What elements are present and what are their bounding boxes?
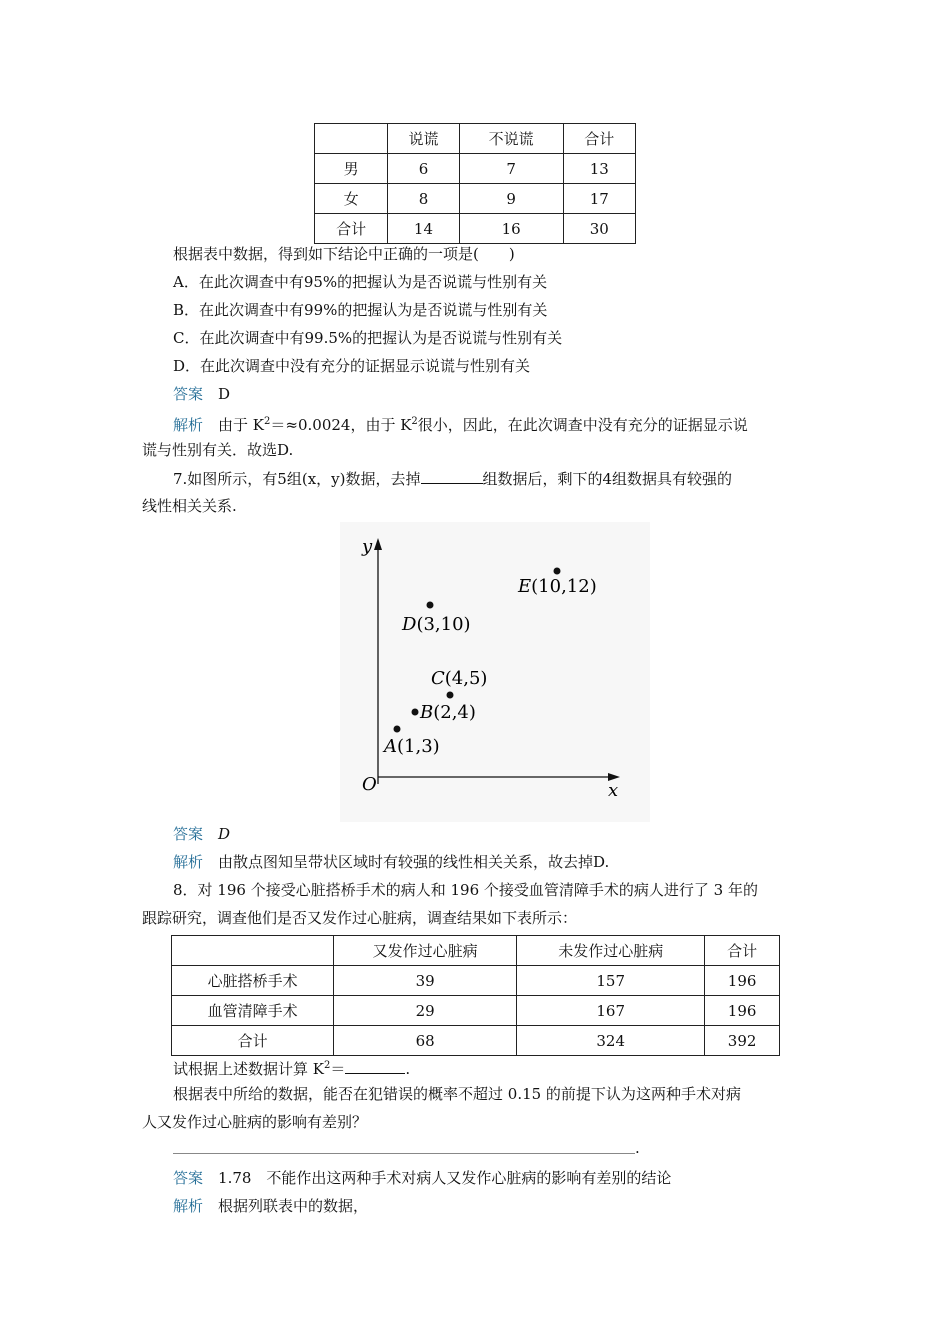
q8-answer xyxy=(173,1168,671,1188)
q8-question-line2: 人又发作过心脏病的影响有差别？ xyxy=(142,1113,368,1131)
answer-blank-line xyxy=(173,1152,635,1154)
heart-surgery-table xyxy=(171,935,780,1056)
blank-end-period: . xyxy=(635,1139,640,1157)
table-cell xyxy=(172,936,334,966)
q6-answer xyxy=(173,384,230,404)
table-row xyxy=(315,154,636,184)
analysis-label: 解析 xyxy=(173,416,204,434)
q6-stem: 根据表中数据，得到如下结论中正确的一项是( ) xyxy=(173,245,515,263)
q6-analysis-cont: 谎与性别有关．故选D. xyxy=(142,441,294,459)
analysis-text: 根据列联表中的数据， xyxy=(218,1197,369,1215)
table-cell: 13 xyxy=(563,154,635,184)
table-cell: 7 xyxy=(459,154,563,184)
x-axis-label: x xyxy=(608,780,619,801)
q6-analysis: 解析 由于 $K^2=\approx 0.0024$，由于 $K^2$很小，因此，在此次调查中没有充分的证据显示说 xyxy=(173,416,748,434)
table-cell: 392 xyxy=(705,1026,780,1056)
q6-option-b: B．在此次调查中有99%的把握认为是否说谎与性别有关 xyxy=(173,301,548,319)
answer-label: 答案 xyxy=(173,825,204,843)
q7-text: 组数据后，剩下的4组数据具有较强的 xyxy=(482,470,733,488)
table-cell: 女 xyxy=(315,184,388,214)
table-cell: 9 xyxy=(459,184,563,214)
q6-option-a: A．在此次调查中有95%的把握认为是否说谎与性别有关 xyxy=(173,273,548,291)
point-label-a: A(1,3) xyxy=(384,736,440,757)
answer-value: D xyxy=(218,385,231,403)
answer-value: 1.78 不能作出这两种手术对病人又发作心脏病的影响有差别的结论 xyxy=(218,1169,672,1187)
analysis-text: ＝≈0.0024，由于 K xyxy=(270,416,412,434)
table-row xyxy=(172,1026,780,1056)
table-cell: 男 xyxy=(315,154,388,184)
q8-stem-line1: 8．对 196 个接受心脏搭桥手术的病人和 196 个接受血管清障手术的病人进行了 3 年的 xyxy=(173,881,758,899)
q6-option-d: D．在此次调查中没有充分的证据显示说谎与性别有关 xyxy=(173,357,531,375)
table-cell: 未发作过心脏病 xyxy=(517,936,705,966)
analysis-label: 解析 xyxy=(173,853,204,871)
table-cell: 合计 xyxy=(705,936,780,966)
lie-gender-table xyxy=(314,123,636,244)
point-c xyxy=(447,692,454,699)
analysis-text: 很小，因此，在此次调查中没有充分的证据显示说 xyxy=(417,416,748,434)
table-cell: 16 xyxy=(459,214,563,244)
q8-question-line1: 根据表中所给的数据，能否在犯错误的概率不超过 0.15 的前提下认为这两种手术对病 xyxy=(173,1085,741,1103)
table-cell: 心脏搭桥手术 xyxy=(172,966,334,996)
q6-option-c: C．在此次调查中有99.5%的把握认为是否说谎与性别有关 xyxy=(173,329,563,347)
table-cell: 合计 xyxy=(172,1026,334,1056)
table-cell: 196 xyxy=(705,966,780,996)
answer-label: 答案 xyxy=(173,1169,204,1187)
table-header-row xyxy=(172,936,780,966)
q7-answer xyxy=(173,824,230,844)
point-label-c: C(4,5) xyxy=(431,668,488,689)
y-axis-label: y xyxy=(362,536,373,557)
point-a xyxy=(394,726,401,733)
table-row xyxy=(315,214,636,244)
point-b xyxy=(412,709,419,716)
q8-calc-line: 试根据上述数据计算 $K^2=$ . xyxy=(173,1060,411,1078)
table-cell: 29 xyxy=(334,996,517,1026)
table-cell: 8 xyxy=(388,184,459,214)
answer-blank xyxy=(345,1058,405,1074)
table-cell: 说谎 xyxy=(388,124,459,154)
point-e xyxy=(554,568,561,575)
table-cell xyxy=(315,124,388,154)
q8-stem-line2: 跟踪研究，调查他们是否又发作过心脏病，调查结果如下表所示： xyxy=(142,909,578,927)
table-row xyxy=(172,966,780,996)
table-cell: 又发作过心脏病 xyxy=(334,936,517,966)
q8-text: 试根据上述数据计算 K xyxy=(173,1060,324,1078)
q8-text: ＝ xyxy=(330,1060,346,1078)
analysis-text: 由散点图知呈带状区域时有较强的线性相关关系，故去掉D. xyxy=(218,853,610,871)
origin-label: O xyxy=(362,774,377,795)
table-cell: 血管清障手术 xyxy=(172,996,334,1026)
table-cell: 167 xyxy=(517,996,705,1026)
q7-stem-line1 xyxy=(173,468,732,489)
table-cell: 不说谎 xyxy=(459,124,563,154)
q8-text: . xyxy=(405,1060,411,1078)
table-row xyxy=(315,184,636,214)
q7-analysis xyxy=(173,852,609,872)
table-cell: 6 xyxy=(388,154,459,184)
q7-text: 7.如图所示，有5组(x，y)数据，去掉 xyxy=(173,470,421,488)
table-header-row xyxy=(315,124,636,154)
point-label-b: B(2,4) xyxy=(420,702,476,723)
point-d xyxy=(427,602,434,609)
table-cell: 合计 xyxy=(315,214,388,244)
table-cell: 合计 xyxy=(563,124,635,154)
table-cell: 68 xyxy=(334,1026,517,1056)
point-label-e: E(10,12) xyxy=(518,576,597,597)
analysis-label: 解析 xyxy=(173,1197,204,1215)
q8-analysis xyxy=(173,1196,368,1216)
table-cell: 14 xyxy=(388,214,459,244)
table-cell: 17 xyxy=(563,184,635,214)
answer-label: 答案 xyxy=(173,385,204,403)
analysis-text: 由于 K xyxy=(218,416,265,434)
answer-value: D xyxy=(218,825,231,843)
answer-blank xyxy=(421,468,483,484)
table-row xyxy=(172,996,780,1026)
scatter-plot xyxy=(340,522,650,822)
table-cell: 324 xyxy=(517,1026,705,1056)
q7-stem-line2: 线性相关关系. xyxy=(142,497,237,515)
table-cell: 39 xyxy=(334,966,517,996)
table-cell: 30 xyxy=(563,214,635,244)
point-label-d: D(3,10) xyxy=(402,614,471,635)
table-cell: 157 xyxy=(517,966,705,996)
table-cell: 196 xyxy=(705,996,780,1026)
